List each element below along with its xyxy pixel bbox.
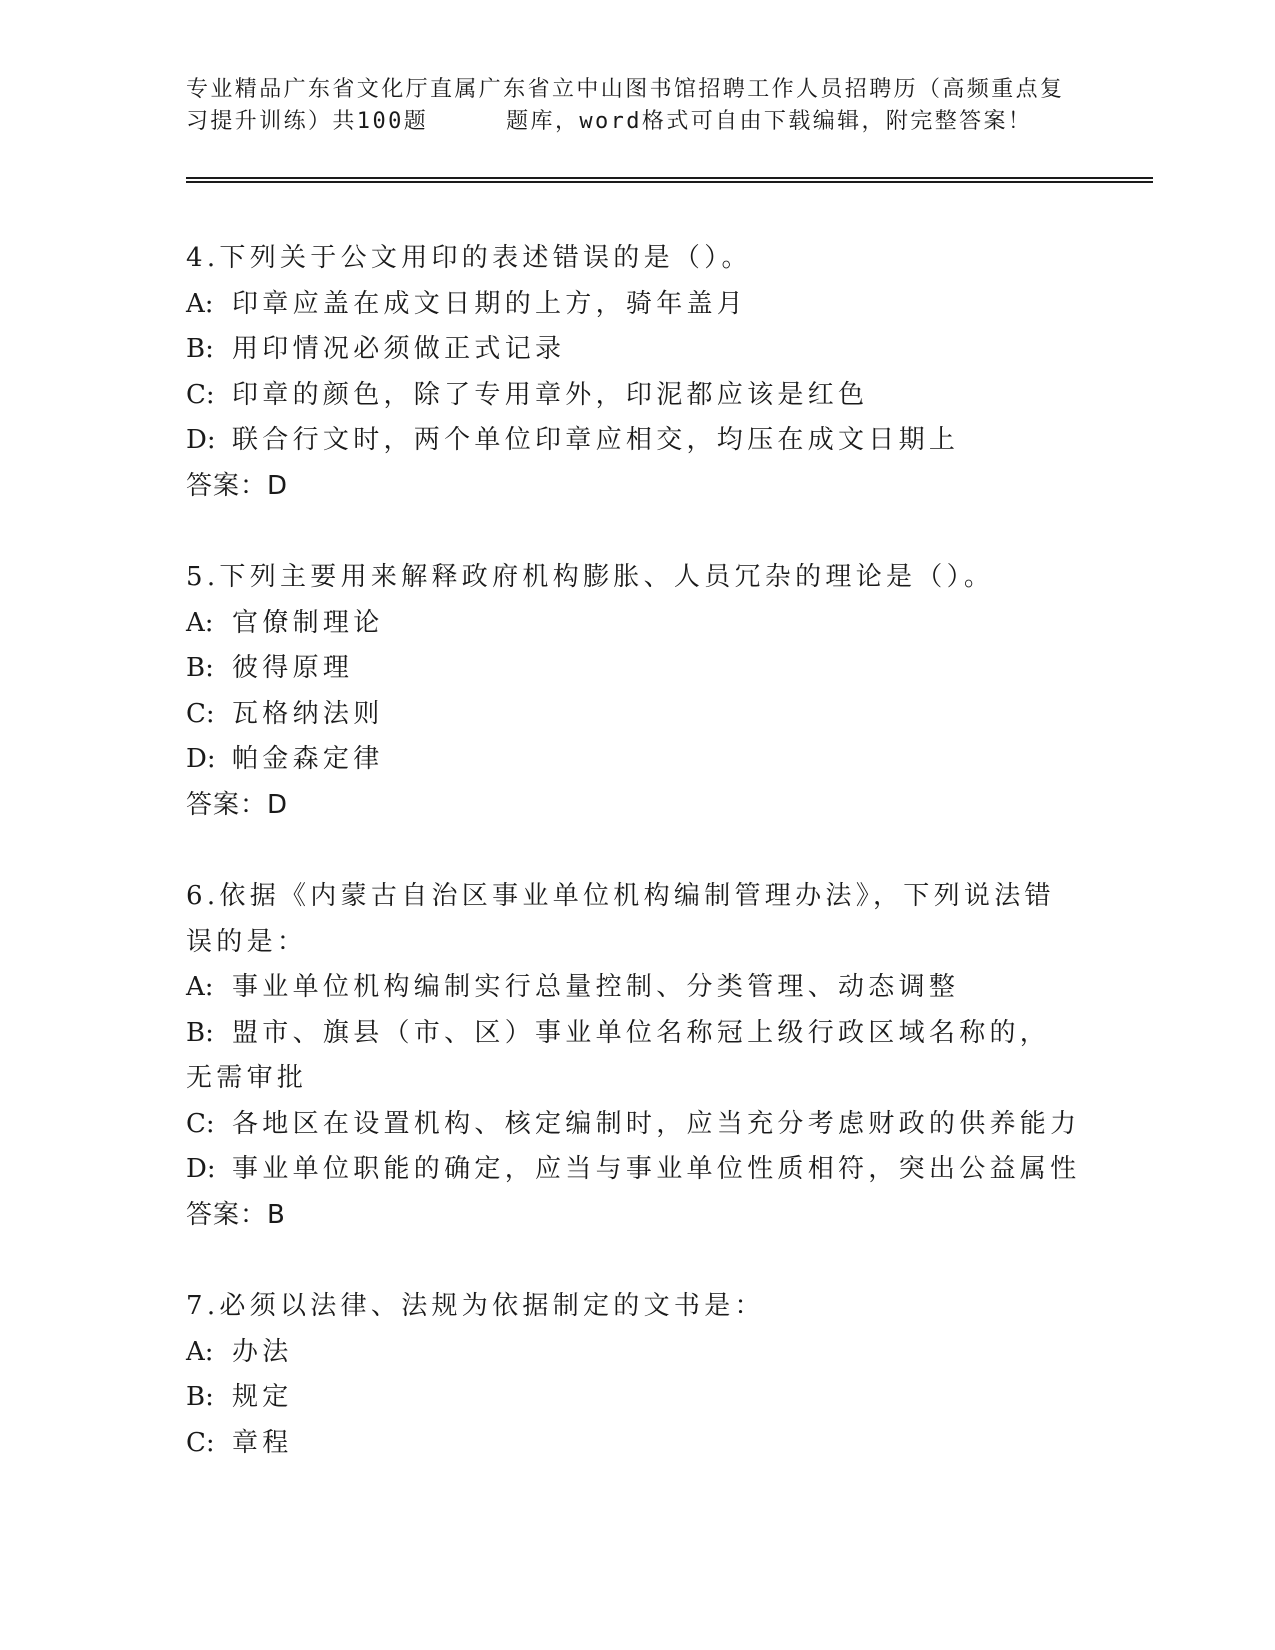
option-d (186, 737, 1086, 783)
option-text: 各地区在设置机构、核定编制时，应当充分考虑财政的供养能力 (232, 1108, 1081, 1139)
option-a (186, 282, 1086, 328)
answer-line: 答案：B (186, 1199, 286, 1230)
question-7 (186, 1284, 1086, 1466)
option-d (186, 418, 1086, 464)
header-line-2 (186, 106, 1086, 138)
header-line-1: 专业精品广东省文化厅直属广东省立中山图书馆招聘工作人员招聘历（高频重点复 (186, 77, 1065, 102)
option-text: 印章的颜色，除了专用章外，印泥都应该是红色 (232, 379, 869, 410)
option-label: A: (186, 1336, 214, 1367)
option-text: 盟市、旗县（市、区）事业单位名称冠上级行政区域名称的，无需审批 (186, 1017, 1051, 1093)
header-line-2-left: 习提升训练）共100题 (186, 109, 429, 134)
option-b (186, 646, 1086, 692)
option-text: 规定 (232, 1382, 293, 1412)
option-b (186, 327, 1086, 373)
document-header (186, 74, 1086, 138)
option-text: 联合行文时，两个单位印章应相交，均压在成文日期上 (232, 425, 960, 455)
option-label: B: (186, 1017, 214, 1048)
option-label: B: (186, 653, 214, 683)
option-label: C: (186, 1108, 215, 1139)
option-label: D: (186, 744, 216, 774)
option-label: C: (186, 379, 215, 410)
option-label: B: (186, 334, 214, 364)
option-a (186, 965, 1086, 1011)
option-label: A: (186, 972, 214, 1002)
question-6 (186, 874, 1086, 1238)
option-text: 事业单位职能的确定，应当与事业单位性质相符，突出公益属性 (232, 1154, 1081, 1184)
option-label: B: (186, 1382, 214, 1412)
option-label: C: (186, 698, 215, 729)
option-c (186, 1421, 1086, 1467)
header-divider-bottom (186, 181, 1153, 183)
option-c (186, 692, 1086, 738)
option-text: 瓦格纳法则 (232, 698, 384, 729)
option-c (186, 1102, 1086, 1148)
question-list (186, 236, 1086, 1512)
option-text: 事业单位机构编制实行总量控制、分类管理、动态调整 (232, 972, 960, 1002)
answer-line: 答案：D (186, 470, 289, 501)
option-d (186, 1147, 1086, 1193)
option-text: 印章应盖在成文日期的上方，骑年盖月 (232, 288, 748, 319)
option-text: 帕金森定律 (232, 744, 384, 774)
header-line-2-right: 题库，word格式可自由下载编辑，附完整答案！ (506, 109, 1033, 134)
option-b (186, 1011, 1066, 1102)
option-label: A: (186, 288, 214, 319)
option-a (186, 1330, 1086, 1376)
option-b (186, 1375, 1086, 1421)
option-text: 官僚制理论 (232, 607, 384, 638)
question-stem: 5.下列主要用来解释政府机构膨胀、人员冗杂的理论是（）。 (186, 562, 995, 592)
option-a (186, 601, 1086, 647)
option-label: D: (186, 425, 216, 455)
option-c (186, 373, 1086, 419)
header-divider-top (186, 177, 1153, 179)
option-label: C: (186, 1427, 215, 1458)
question-5 (186, 555, 1086, 828)
option-text: 办法 (232, 1336, 293, 1367)
question-4 (186, 236, 1086, 509)
option-label: D: (186, 1154, 216, 1184)
option-text: 章程 (232, 1427, 293, 1458)
answer-line: 答案：D (186, 789, 289, 820)
question-stem: 4.下列关于公文用印的表述错误的是（）。 (186, 243, 752, 273)
question-stem: 7.必须以法律、法规为依据制定的文书是： (186, 1291, 765, 1321)
option-text: 用印情况必须做正式记录 (232, 334, 566, 364)
question-stem: 6.依据《内蒙古自治区事业单位机构编制管理办法》，下列说法错误的是： (186, 881, 1055, 957)
option-text: 彼得原理 (232, 653, 354, 683)
option-label: A: (186, 607, 214, 638)
